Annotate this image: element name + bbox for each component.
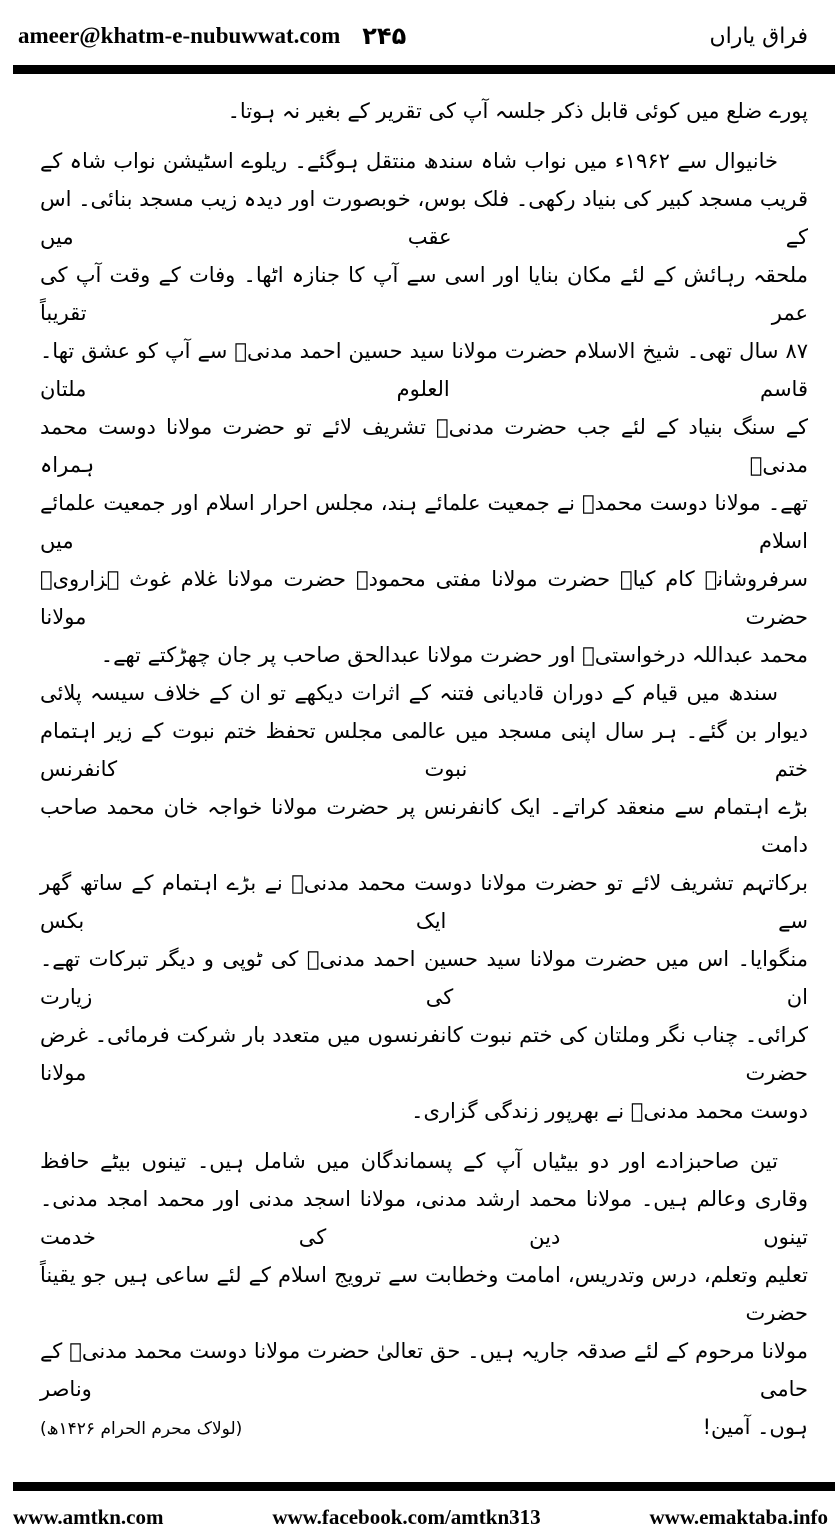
text-line: محمد عبداللہ درخواستیؒ اور حضرت مولانا عبدالحق صاحب پر جان چھڑکتے تھے۔ <box>100 643 808 667</box>
text-line: ملحقہ رہائش کے لئے مکان بنایا اور اسی سے آپ کا جنازہ اٹھا۔ وفات کے وقت آپ کی عمر تقریباً <box>40 263 808 325</box>
book-title: فراق یاراں <box>709 23 808 49</box>
text-line: دیوار بن گئے۔ ہر سال اپنی مسجد میں عالمی مجلس تحفظ ختم نبوت کے زیر اہتمام ختم نبوت کانفرنس <box>40 719 808 781</box>
page-number: ۲۴۵ <box>362 22 407 50</box>
text-line: منگوایا۔ اس میں حضرت مولانا سید حسین احمد مدنیؒ کی ٹوپی و دیگر تبرکات تھے۔ ان کی زیارت <box>40 947 808 1009</box>
text-line: قریب مسجد کبیر کی بنیاد رکھی۔ فلک بوس، خوبصورت اور دیدہ زیب مسجد بنائی۔ اس کے عقب میں <box>40 187 808 249</box>
footer-link-facebook[interactable]: www.facebook.com/amtkn313 <box>272 1505 541 1529</box>
page-footer <box>13 1505 828 1530</box>
last-line-row <box>40 1408 808 1448</box>
text-line: تعلیم وتعلم، درس وتدریس، امامت وخطابت سے ترویج اسلام کے لئے ساعی ہیں جو یقیناً حضرت <box>40 1263 808 1325</box>
text-line: سندھ میں قیام کے دوران قادیانی فتنہ کے اثرات دیکھے تو ان کے خلاف سیسہ پلائی <box>40 681 778 705</box>
page-body <box>40 92 808 1448</box>
header-rule <box>13 65 835 74</box>
text-line: سرفروشانہ کام کیا۔ حضرت مولانا مفتی محمودؒ حضرت مولانا غلام غوث ہزارویؒ حضرت مولانا <box>40 567 808 629</box>
text-line: خانیوال سے ۱۹۶۲ء میں نواب شاہ سندھ منتقل ہوگئے۔ ریلوے اسٹیشن نواب شاہ کے <box>40 149 778 173</box>
text-line: برکاتہم تشریف لائے تو حضرت مولانا دوست محمد مدنیؒ نے بڑے اہتمام کے ساتھ گھر سے ایک بکس <box>40 871 808 933</box>
footer-rule <box>13 1482 835 1491</box>
page-header <box>18 16 808 56</box>
text-line: کرائی۔ چناب نگر وملتان کی ختم نبوت کانفرنسوں میں متعدد بار شرکت فرمائی۔ غرض حضرت مولانا <box>40 1023 808 1085</box>
text-line: ۸۷ سال تھی۔ شیخ الاسلام حضرت مولانا سید حسین احمد مدنیؒ سے آپ کو عشق تھا۔ قاسم العلوم ملتان <box>40 339 808 401</box>
text-line: وقاری وعالم ہیں۔ مولانا محمد ارشد مدنی، مولانا اسجد مدنی اور محمد امجد مدنی۔ تینوں دین کی خدمت <box>40 1187 808 1249</box>
text-line: مولانا مرحوم کے لئے صدقہ جاریہ ہیں۔ حق تعالیٰ حضرت مولانا دوست محمد مدنیؒ کے حامی وناصر <box>40 1339 808 1401</box>
footer-link-amtkn[interactable]: www.amtkn.com <box>13 1505 164 1529</box>
text-line: تھے۔ مولانا دوست محمدؒ نے جمعیت علمائے ہند، مجلس احرار اسلام اور جمعیت علمائے اسلام میں <box>40 491 808 553</box>
citation: (لولاک محرم الحرام ۱۴۲۶ھ) <box>40 1419 243 1439</box>
footer-link-emaktaba[interactable]: www.emaktaba.info <box>649 1505 828 1529</box>
text-line: تین صاحبزادے اور دو بیٹیاں آپ کے پسماندگان میں شامل ہیں۔ تینوں بیٹے حافظ <box>40 1149 778 1173</box>
text-line: بڑے اہتمام سے منعقد کراتے۔ ایک کانفرنس پر حضرت مولانا خواجہ خان محمد صاحب دامت <box>40 795 808 857</box>
text-line: دوست محمد مدنیؒ نے بھرپور زندگی گزاری۔ <box>411 1099 808 1123</box>
text-line: پورے ضلع میں کوئی قابل ذکر جلسہ آپ کی تقریر کے بغیر نہ ہوتا۔ <box>227 99 808 123</box>
text-line: کے سنگ بنیاد کے لئے جب حضرت مدنیؒ تشریف لائے تو حضرت مولانا دوست محمد مدنیؒ ہمراہ <box>40 415 808 477</box>
text-line: ہوں۔ آمین! <box>702 1415 808 1439</box>
header-email: ameer@khatm-e-nubuwwat.com <box>18 23 341 48</box>
